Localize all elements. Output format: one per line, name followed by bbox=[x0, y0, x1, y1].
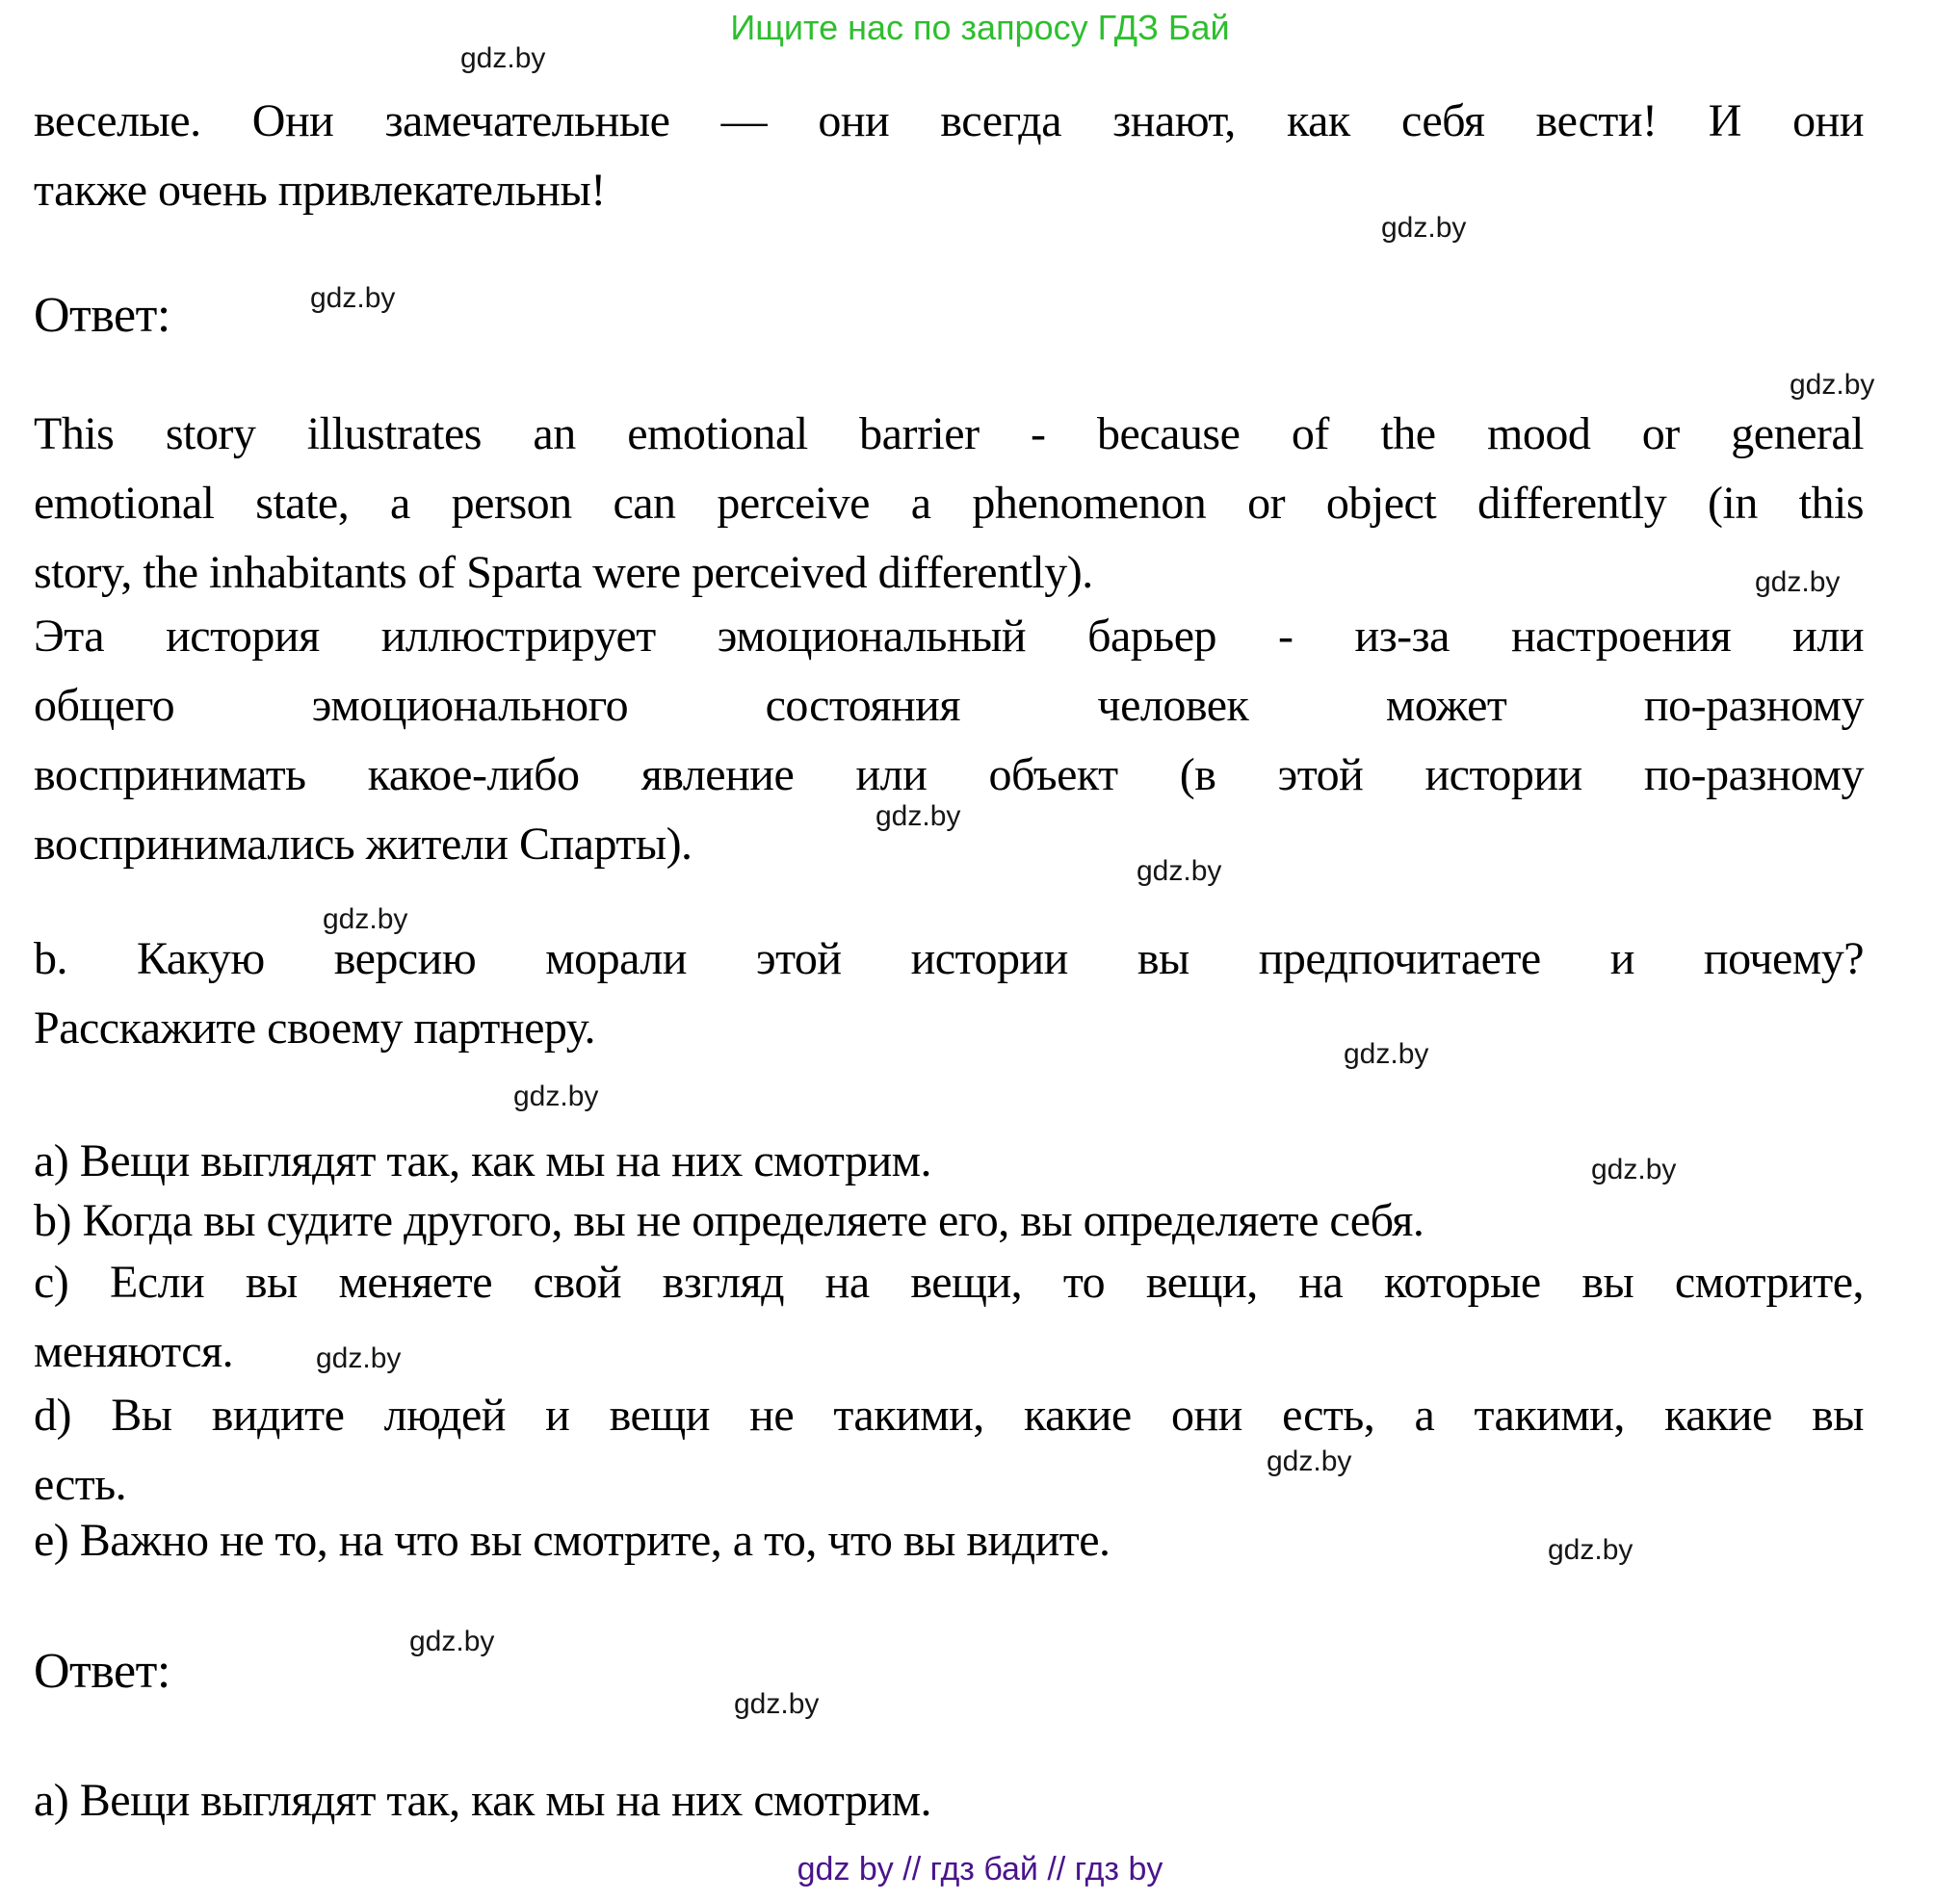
final-answer: a) Вещи выглядят так, как мы на них смотрим. bbox=[34, 1775, 931, 1826]
paragraph-line: b. Какую версию морали этой истории вы предпочитаете и почему? bbox=[34, 933, 1864, 984]
gdz-watermark: gdz.by bbox=[316, 1342, 402, 1374]
gdz-watermark: gdz.by bbox=[1267, 1445, 1352, 1477]
moral-option-b bbox=[34, 1186, 1864, 1256]
gdz-watermark: gdz.by bbox=[1381, 212, 1467, 244]
paragraph-line: emotional state, a person can perceive a phenomenon or object differently (in this bbox=[34, 478, 1864, 529]
paragraph-line: This story illustrates an emotional barrier - because of the mood or general bbox=[34, 408, 1864, 459]
paragraph-line: Эта история иллюстрирует эмоциональный барьер - из-за настроения или bbox=[34, 611, 1864, 662]
paragraph-line: story, the inhabitants of Sparta were perceived differently). bbox=[34, 547, 1093, 598]
option-line: e) Важно не то, на что вы смотрите, а то, что вы видите. bbox=[34, 1515, 1111, 1566]
gdz-watermark: gdz.by bbox=[323, 903, 408, 935]
option-line: меняются. bbox=[34, 1326, 234, 1377]
paragraph-line: воспринимались жители Спарты). bbox=[34, 819, 693, 870]
gdz-watermark: gdz.by bbox=[1790, 369, 1875, 401]
gdz-watermark: gdz.by bbox=[513, 1081, 599, 1112]
paragraph-line: воспринимать какое-либо явление или объект (в этой истории по-разному bbox=[34, 749, 1864, 800]
paragraph-line: общего эмоционального состояния человек может по-разному bbox=[34, 680, 1864, 731]
option-line: a) Вещи выглядят так, как мы на них смотрим. bbox=[34, 1135, 931, 1186]
gdz-watermark: gdz.by bbox=[875, 800, 961, 832]
gdz-watermark: gdz.by bbox=[409, 1626, 495, 1657]
gdz-watermark: gdz.by bbox=[1344, 1038, 1429, 1070]
moral-option-e bbox=[34, 1506, 1864, 1575]
moral-option-c bbox=[34, 1248, 1864, 1387]
option-line: c) Если вы меняете свой взгляд на вещи, то вещи, на которые вы смотрите, bbox=[34, 1257, 1864, 1308]
option-line: b) Когда вы судите другого, вы не определяете его, вы определяете себя. bbox=[34, 1195, 1424, 1246]
option-line: d) Вы видите людей и вещи не такими, какие они есть, а такими, какие вы bbox=[34, 1390, 1864, 1441]
option-line: есть. bbox=[34, 1459, 127, 1510]
intro-paragraph bbox=[34, 87, 1864, 225]
promo-banner: Ищите нас по запросу ГДЗ Бай bbox=[730, 8, 1230, 47]
gdz-watermark: gdz.by bbox=[1137, 855, 1222, 887]
task-b-question bbox=[34, 924, 1864, 1063]
russian-translation bbox=[34, 602, 1864, 879]
footer-links[interactable]: gdz by // гдз бай // гдз by bbox=[797, 1851, 1163, 1888]
moral-option-d bbox=[34, 1381, 1864, 1520]
answer-label: Ответ: bbox=[34, 288, 170, 343]
english-explanation bbox=[34, 400, 1864, 608]
gdz-watermark: gdz.by bbox=[460, 42, 546, 74]
gdz-watermark: gdz.by bbox=[1755, 566, 1841, 598]
gdz-watermark: gdz.by bbox=[310, 282, 396, 314]
answer-label: Ответ: bbox=[34, 1644, 170, 1699]
paragraph-line: веселые. Они замечательные — они всегда знают, как себя вести! И они bbox=[34, 95, 1864, 146]
gdz-watermark: gdz.by bbox=[1548, 1534, 1633, 1566]
paragraph-line: также очень привлекательны! bbox=[34, 165, 606, 216]
gdz-watermark: gdz.by bbox=[734, 1688, 820, 1720]
paragraph-line: Расскажите своему партнеру. bbox=[34, 1003, 595, 1054]
gdz-watermark: gdz.by bbox=[1591, 1154, 1677, 1185]
